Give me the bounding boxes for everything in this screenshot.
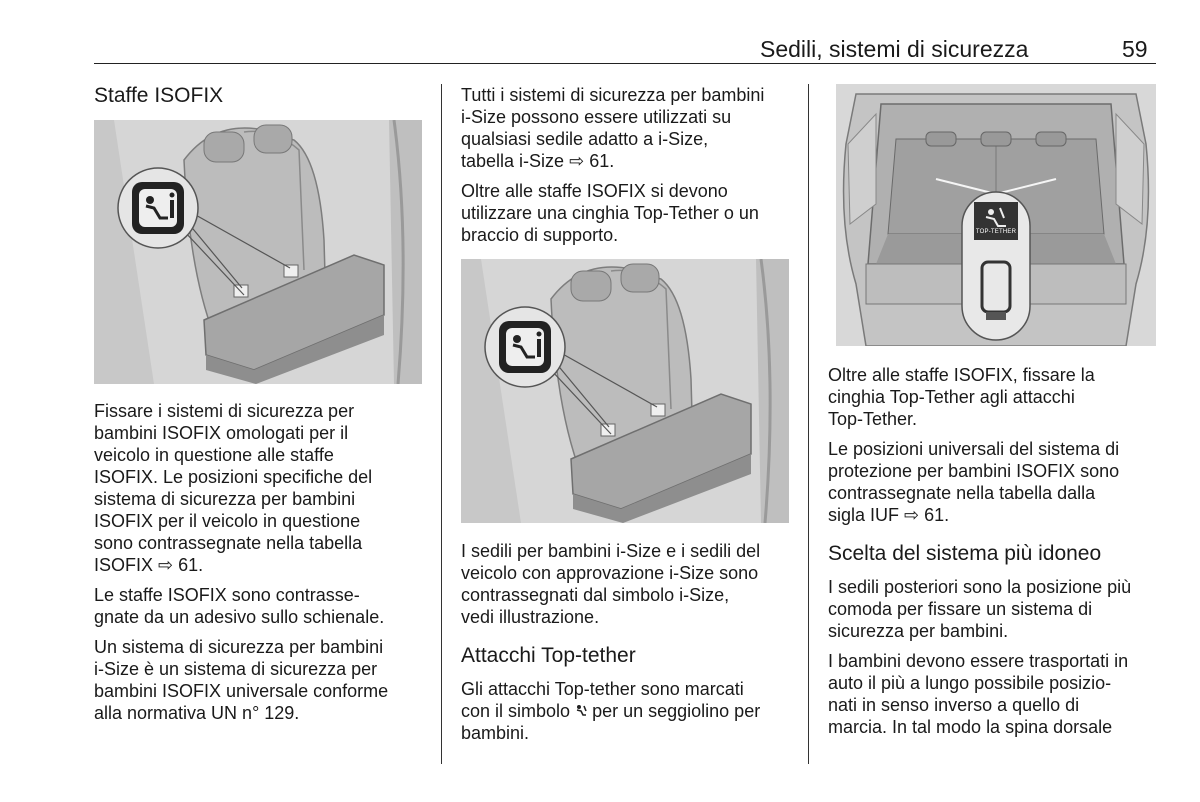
top-tether-symbol-icon bbox=[575, 701, 592, 721]
text-line: auto il più a lungo possibile posizio- bbox=[828, 673, 1112, 693]
text-line: ISOFIX. Le posizioni specifiche del bbox=[94, 467, 373, 487]
text-line: Un sistema di sicurezza per bambini bbox=[94, 637, 384, 657]
paragraph-rear-seats bbox=[828, 576, 1168, 642]
cross-reference-page: 61. bbox=[589, 151, 615, 171]
text-line: bambini ISOFIX universale conforme bbox=[94, 681, 389, 701]
column-3-text bbox=[828, 364, 1168, 746]
paragraph-isofix-sticker bbox=[94, 584, 434, 628]
section-heading-top-tether: Attacchi Top-tether bbox=[461, 644, 636, 667]
text-line: braccio di supporto. bbox=[461, 225, 619, 245]
text-line: tabella i-Size bbox=[461, 151, 565, 171]
cross-reference-page: 61. bbox=[178, 555, 204, 575]
paragraph-isize-seats bbox=[461, 84, 801, 172]
text-line: Tutti i sistemi di sicurezza per bambini bbox=[461, 85, 765, 105]
text-line: Fissare i sistemi di sicurezza per bbox=[94, 401, 355, 421]
text-line: ISOFIX per il veicolo in questione bbox=[94, 511, 361, 531]
text-line: cinghia Top-Tether agli attacchi bbox=[828, 387, 1075, 407]
text-line: Gli attacchi Top-tether sono marcati bbox=[461, 679, 744, 699]
text-line: qualsiasi sedile adatto a i-Size, bbox=[461, 129, 709, 149]
text-line: contrassegnate nella tabella dalla bbox=[828, 483, 1096, 503]
text-line: comoda per fissare un sistema di bbox=[828, 599, 1093, 619]
text-line: con il simbolo bbox=[461, 701, 571, 721]
seat-drawing-svg bbox=[94, 120, 422, 384]
text-line: contrassegnati dal simbolo i-Size, bbox=[461, 585, 730, 605]
text-line: Oltre alle staffe ISOFIX, fissare la bbox=[828, 365, 1095, 385]
text-line: I sedili per bambini i-Size e i sedili del bbox=[461, 541, 761, 561]
trunk-drawing-svg bbox=[836, 84, 1156, 346]
text-line: ISOFIX bbox=[94, 555, 154, 575]
paragraph-rear-facing bbox=[828, 650, 1168, 738]
text-line: sigla IUF bbox=[828, 505, 900, 525]
column-2-bottom-text bbox=[461, 540, 801, 752]
paragraph-top-tether-fixing bbox=[828, 364, 1168, 430]
text-line: sono contrassegnate nella tabella bbox=[94, 533, 363, 553]
column-divider-1 bbox=[441, 84, 442, 764]
text-line: sistema di sicurezza per bambini bbox=[94, 489, 356, 509]
section-heading-isofix: Staffe ISOFIX bbox=[94, 84, 224, 107]
text-line: I sedili posteriori sono la posizione più bbox=[828, 577, 1132, 597]
paragraph-isize-symbol bbox=[461, 540, 801, 628]
page-number: 59 bbox=[1122, 36, 1148, 62]
column-2-top-text bbox=[461, 84, 801, 254]
cross-reference-arrow-icon: ⇨ bbox=[158, 555, 174, 575]
text-line: utilizzare una cinghia Top-Tether o un bbox=[461, 203, 759, 223]
text-line: per un seggiolino per bbox=[592, 701, 761, 721]
section-heading-choice: Scelta del sistema più idoneo bbox=[828, 542, 1102, 565]
column-1-text bbox=[94, 400, 434, 732]
seat-drawing-svg bbox=[461, 259, 789, 523]
text-line: Oltre alle staffe ISOFIX si devono bbox=[461, 181, 728, 201]
column-divider-2 bbox=[808, 84, 809, 764]
text-line: marcia. In tal modo la spina dorsale bbox=[828, 717, 1113, 737]
text-line: bambini. bbox=[461, 723, 530, 743]
text-line: i-Size possono essere utilizzati su bbox=[461, 107, 732, 127]
cross-reference-arrow-icon: ⇨ bbox=[904, 505, 920, 525]
text-line: veicolo in questione alle staffe bbox=[94, 445, 334, 465]
cross-reference-arrow-icon: ⇨ bbox=[569, 151, 585, 171]
trunk-top-tether-illustration bbox=[836, 84, 1156, 346]
isofix-seat-illustration bbox=[94, 120, 422, 384]
running-header-title: Sedili, sistemi di sicurezza bbox=[760, 36, 1029, 62]
column-1 bbox=[94, 84, 424, 108]
header-rule bbox=[94, 63, 1156, 64]
text-line: veicolo con approvazione i-Size sono bbox=[461, 563, 759, 583]
paragraph-top-tether-symbol bbox=[461, 678, 801, 744]
paragraph-universal-positions bbox=[828, 438, 1168, 526]
text-line: Top-Tether. bbox=[828, 409, 918, 429]
text-line: sicurezza per bambini. bbox=[828, 621, 1009, 641]
text-line: I bambini devono essere trasportati in bbox=[828, 651, 1129, 671]
paragraph-top-tether-requirement bbox=[461, 180, 801, 246]
text-line: alla normativa UN n° 129. bbox=[94, 703, 300, 723]
paragraph-isize-definition bbox=[94, 636, 434, 724]
text-line: i-Size è un sistema di sicurezza per bbox=[94, 659, 378, 679]
cross-reference-page: 61. bbox=[924, 505, 950, 525]
text-line: Le staffe ISOFIX sono contrasse- bbox=[94, 585, 360, 605]
paragraph-isofix-fixing bbox=[94, 400, 434, 576]
text-line: protezione per bambini ISOFIX sono bbox=[828, 461, 1120, 481]
isize-seat-illustration bbox=[461, 259, 789, 523]
top-tether-badge-label: TOP-TETHER bbox=[975, 229, 1017, 235]
text-line: nati in senso inverso a quello di bbox=[828, 695, 1080, 715]
text-line: gnate da un adesivo sullo schienale. bbox=[94, 607, 385, 627]
text-line: Le posizioni universali del sistema di bbox=[828, 439, 1120, 459]
text-line: bambini ISOFIX omologati per il bbox=[94, 423, 349, 443]
text-line: vedi illustrazione. bbox=[461, 607, 600, 627]
